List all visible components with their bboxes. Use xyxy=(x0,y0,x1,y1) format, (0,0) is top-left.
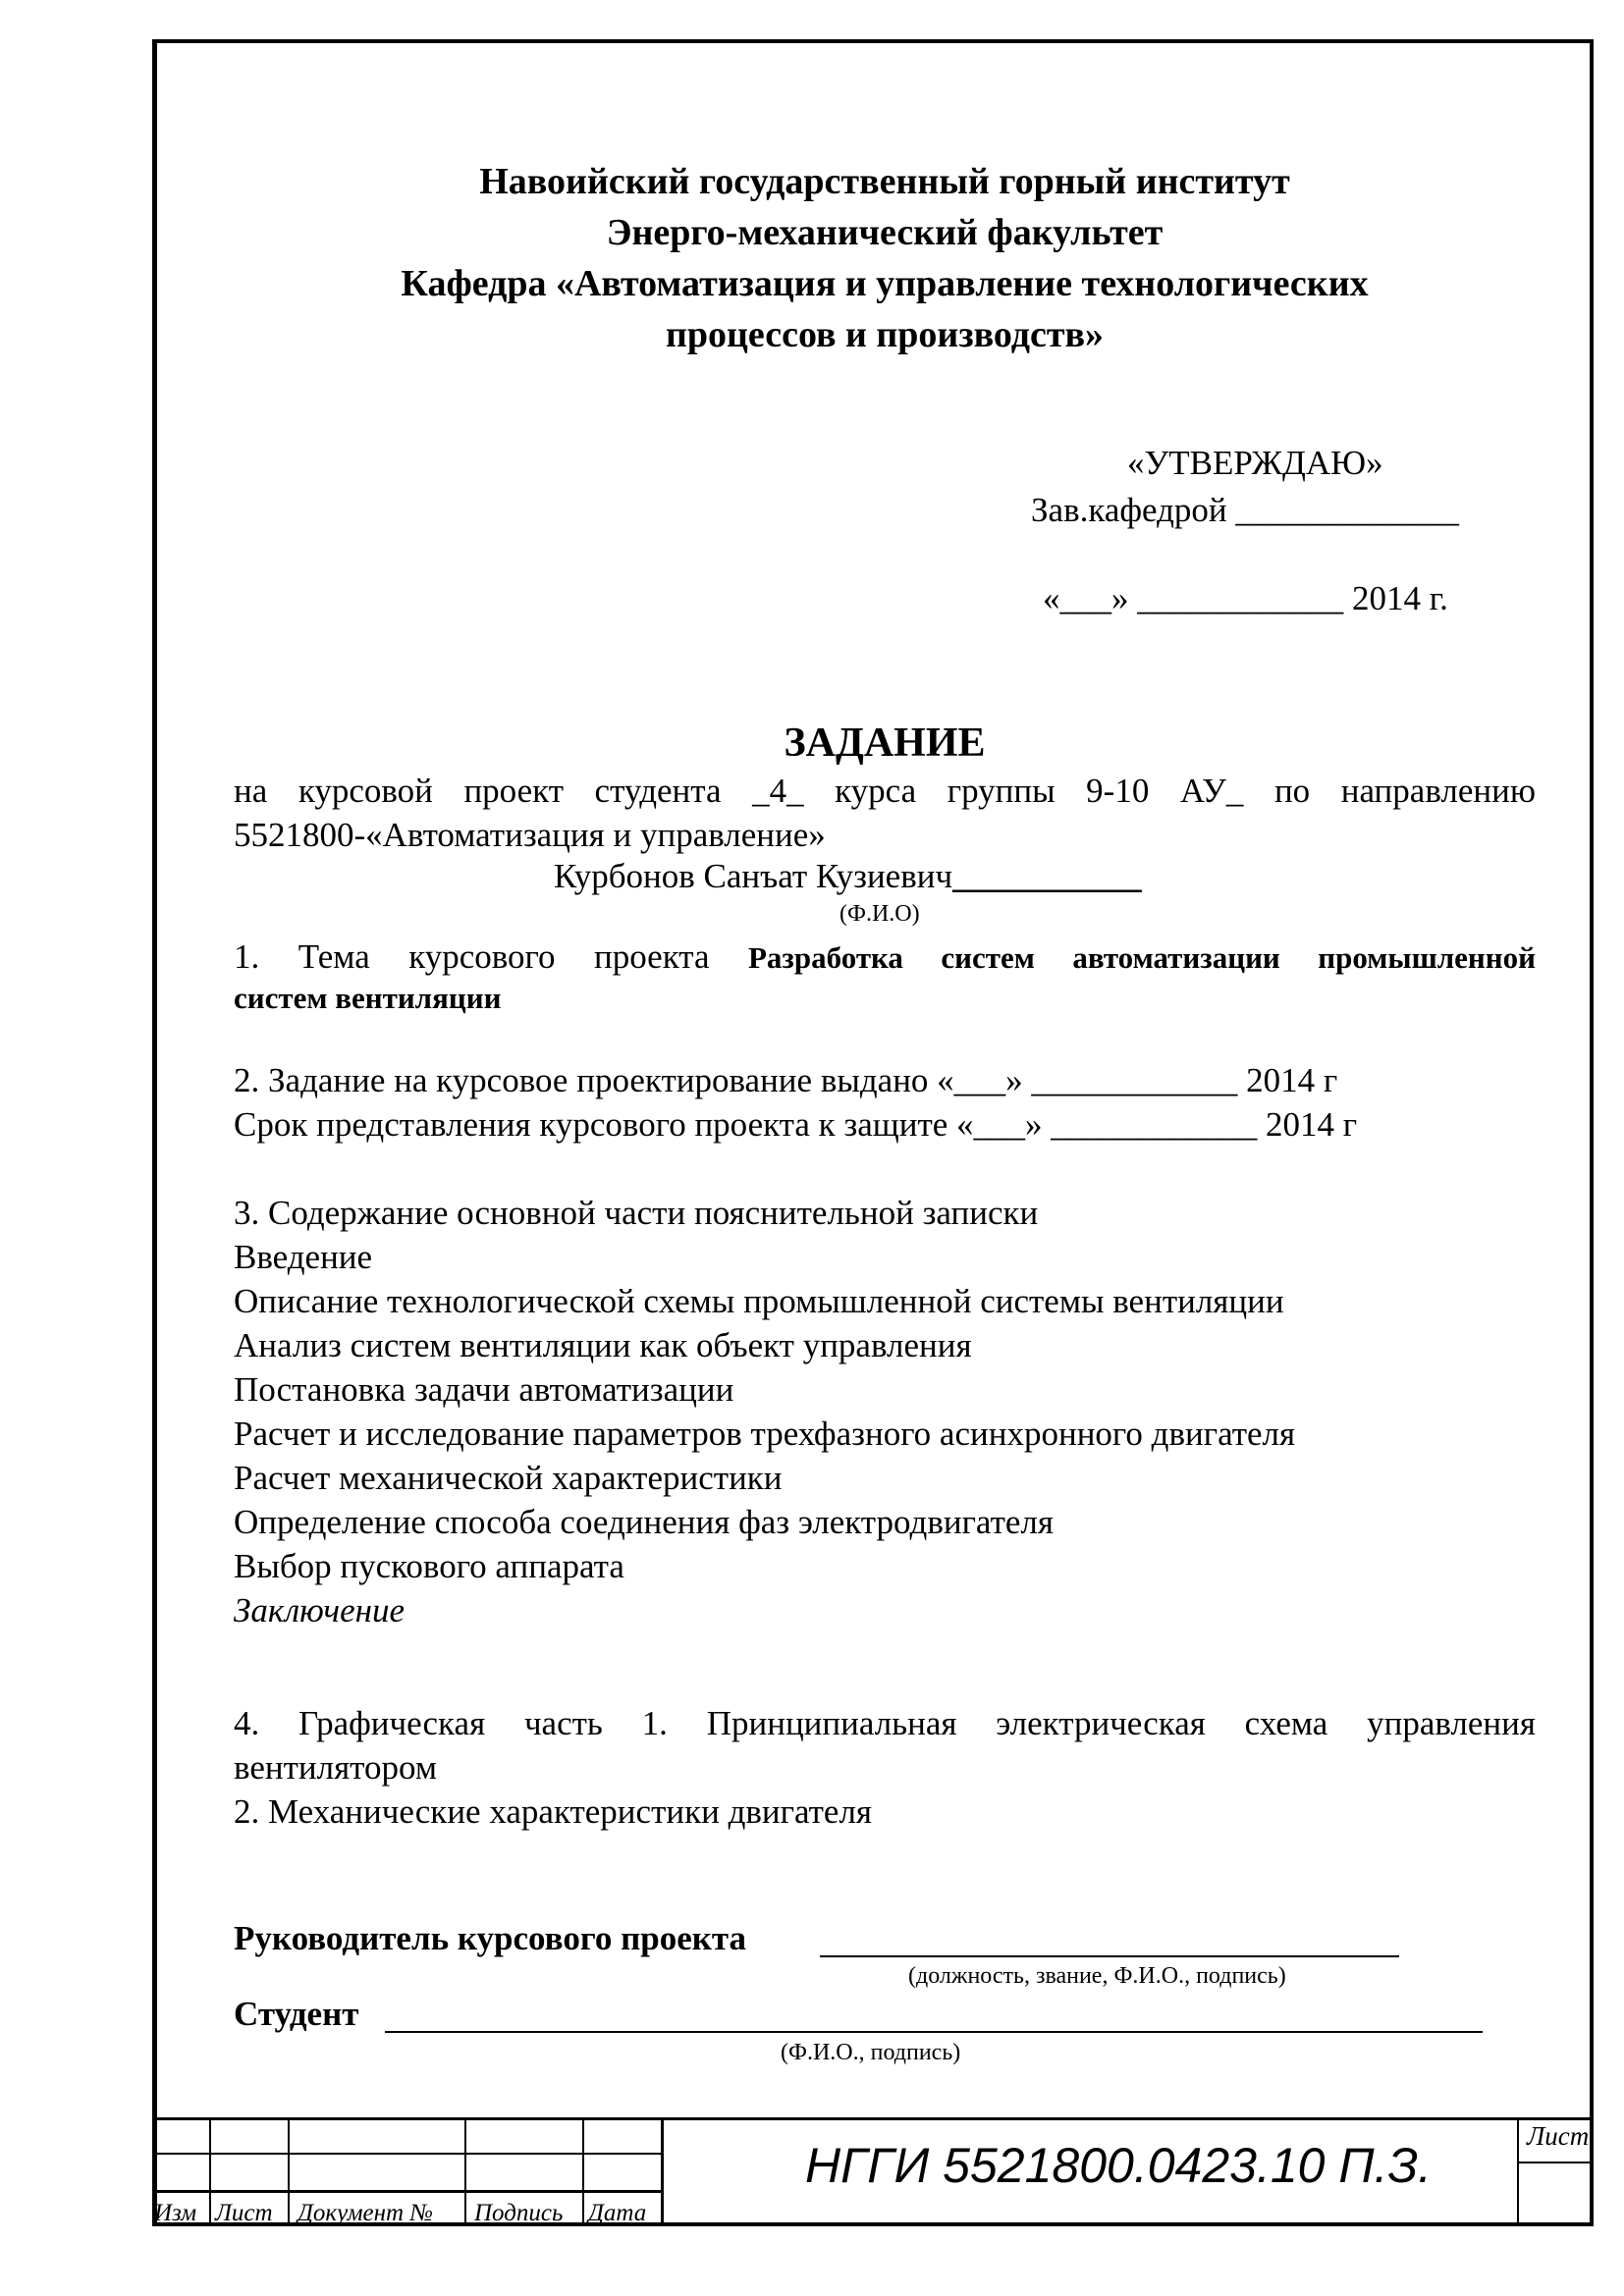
student-name: Курбонов Санъат Кузиевич xyxy=(554,857,953,895)
fio-caption: (Ф.И.О) xyxy=(839,901,920,927)
approval-date: «___» ____________ 2014 г. xyxy=(1043,579,1448,617)
student-caption: (Ф.И.О., подпись) xyxy=(781,2040,961,2065)
title-block-col-line xyxy=(1517,2117,1519,2226)
department-name-line2: процессов и производств» xyxy=(665,314,1105,355)
title-block-row-line xyxy=(152,2153,661,2155)
title-block-col-line xyxy=(288,2117,290,2226)
department-name-line1: Кафедра «Автоматизация и управление технологических xyxy=(401,263,1369,304)
contents-item: Расчет и исследование параметров трехфазного асинхронного двигателя xyxy=(234,1415,1296,1453)
col-signature: Подпись xyxy=(474,2200,564,2226)
task-deadline: Срок представления курсового проекта к защите «___» ____________ 2014 г xyxy=(234,1105,1358,1144)
contents-item: Введение xyxy=(234,1238,373,1276)
contents-item: Анализ систем вентиляции как объект управления xyxy=(234,1326,972,1364)
title-block-top-line xyxy=(152,2117,1594,2120)
head-of-department: Зав.кафедрой _____________ xyxy=(1031,491,1459,529)
student-name-row xyxy=(554,857,1142,896)
contents-item: Выбор пускового аппарата xyxy=(234,1547,624,1585)
approval-title: «УТВЕРЖДАЮ» xyxy=(1127,444,1383,482)
student-signature-line xyxy=(385,2031,1483,2033)
sheet-label: Лист xyxy=(1527,2121,1590,2151)
col-list: Лист xyxy=(215,2200,273,2226)
col-izm: Изм xyxy=(154,2200,197,2226)
task-issued: 2. Задание на курсовое проектирование выдано «___» ____________ 2014 г xyxy=(234,1061,1338,1099)
topic-title-line2: систем вентиляции xyxy=(234,981,502,1015)
sheet-cell-line xyxy=(1517,2162,1594,2163)
title-block-col-line xyxy=(464,2117,466,2226)
col-date: Дата xyxy=(588,2200,647,2226)
institute-name: Навоийский государственный горный институт xyxy=(479,161,1290,202)
contents-item: Расчет механической характеристики xyxy=(234,1459,783,1497)
graphic-part-line2: вентилятором xyxy=(234,1748,437,1787)
contents-item: Постановка задачи автоматизации xyxy=(234,1370,734,1409)
topic-prefix: 1. Тема курсового проекта xyxy=(234,937,710,976)
title-block-col-line xyxy=(582,2117,584,2226)
contents-conclusion: Заключение xyxy=(234,1591,406,1629)
faculty-name: Энерго-механический факультет xyxy=(606,212,1164,253)
contents-heading: 3. Содержание основной части пояснительной записки xyxy=(234,1194,1039,1232)
supervisor-label: Руководитель курсового проекта xyxy=(234,1919,747,1957)
student-name-blank: ___________ xyxy=(952,857,1142,895)
task-intro-line1: на курсовой проект студента _4_ курса группы 9-10 АУ_ по направлению xyxy=(234,772,1536,810)
supervisor-signature-line xyxy=(820,1955,1399,1957)
graphic-part-line1: 4. Графическая часть 1. Принципиальная электрическая схема управления xyxy=(234,1704,1536,1742)
contents-item: Описание технологической схемы промышленной системы вентиляции xyxy=(234,1282,1284,1320)
task-title: ЗАДАНИЕ xyxy=(784,721,986,766)
title-block-col-line xyxy=(209,2117,211,2226)
student-label: Студент xyxy=(234,1995,359,2033)
title-block-col-line xyxy=(661,2117,664,2226)
supervisor-caption: (должность, звание, Ф.И.О., подпись) xyxy=(908,1963,1286,1989)
col-document: Документ № xyxy=(298,2200,433,2226)
title-block-row-line xyxy=(152,2190,661,2193)
topic-line1 xyxy=(234,934,1536,980)
contents-item: Определение способа соединения фаз электродвигателя xyxy=(234,1503,1054,1541)
graphic-part-line3: 2. Механические характеристики двигателя xyxy=(234,1792,873,1831)
document-code: НГГИ 5521800.0423.10 П.З. xyxy=(805,2138,1433,2193)
task-intro-line2: 5521800-«Автоматизация и управление» xyxy=(234,816,826,854)
topic-title: Разработка систем автоматизации промышленной xyxy=(748,940,1537,975)
